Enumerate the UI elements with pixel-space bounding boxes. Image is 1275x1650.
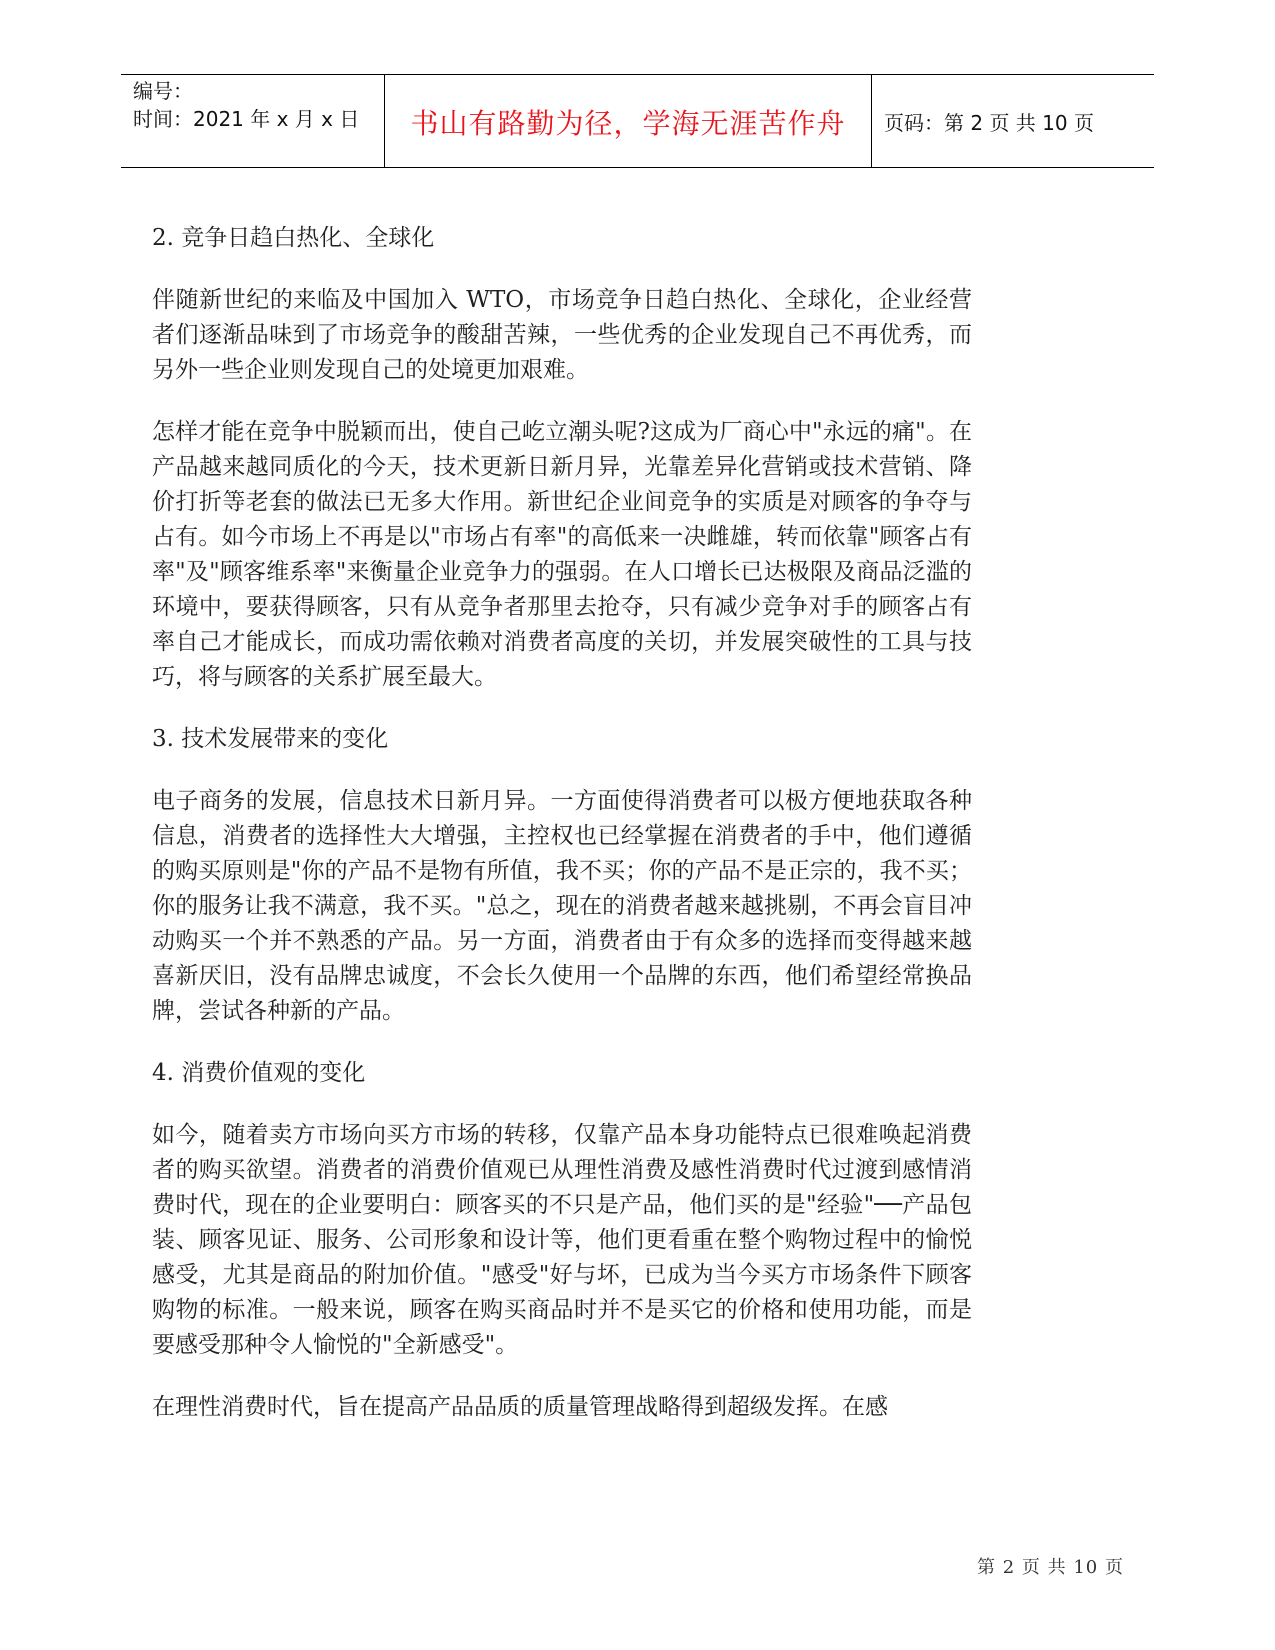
section-heading-2: 2. 竞争日趋白热化、全球化 — [152, 225, 435, 251]
paragraph-5: 在理性消费时代，旨在提高产品品质的质量管理战略得到超级发挥。在感 — [152, 1394, 888, 1420]
paragraph-3: 电子商务的发展，信息技术日新月异。一方面使得消费者可以极方便地获取各种信息，消费者的选择性大大增强，主控权也已经掌握在消费者的手中，他们遵循的购买原则是"你的产品不是物有所值，我不买；你的产品不是正宗的，我不买；你的服务让我不满意，我不买。"总之，现在的消费者越来越挑剔，不再会盲目冲动购买一个并不熟悉的产品。另一方面，消费者由于有众多的选择而变得越来越喜新厌旧，没有品牌忠诚度，不会长久使用一个品牌的东西，他们希望经常换品牌，尝试各种新的产品。 — [152, 788, 972, 1024]
header-meta — [121, 75, 385, 167]
paragraph-2: 怎样才能在竞争中脱颖而出，使自己屹立潮头呢?这成为厂商心中"永远的痛"。在产品越来越同质化的今天，技术更新日新月异，光靠差异化营销或技术营销、降价打折等老套的做法已无多大作用。新世纪企业间竞争的实质是对顾客的争夺与占有。如今市场上不再是以"市场占有率"的高低来一决雌雄，转而依靠"顾客占有率"及"顾客维系率"来衡量企业竞争力的强弱。在人口增长已达极限及商品泛滥的环境中，要获得顾客，只有从竞争者那里去抢夺，只有减少竞争对手的顾客占有率自己才能成长，而成功需依赖对消费者高度的关切，并发展突破性的工具与技巧，将与顾客的关系扩展至最大。 — [152, 419, 972, 690]
header-motto: 书山有路勤为径，学海无涯苦作舟 — [410, 107, 846, 140]
page-header — [121, 74, 1154, 168]
section-heading-3: 3. 技术发展带来的变化 — [152, 726, 389, 752]
document-date: 时间：2021 年 x 月 x 日 — [133, 107, 360, 131]
document-number-label: 编号： — [133, 79, 193, 103]
section-heading-4: 4. 消费价值观的变化 — [152, 1060, 366, 1086]
header-motto-cell — [385, 75, 872, 167]
paragraph-1: 伴随新世纪的来临及中国加入 WTO，市场竞争日趋白热化、全球化，企业经营者们逐渐品味到了市场竞争的酸甜苦辣，一些优秀的企业发现自己不再优秀，而另外一些企业则发现自己的处境更加艰难。 — [152, 287, 972, 383]
document-body — [152, 221, 972, 1452]
page-footer: 第 2 页 共 10 页 — [977, 1557, 1124, 1578]
header-page-info: 页码：第 2 页 共 10 页 — [884, 110, 1094, 135]
paragraph-4: 如今，随着卖方市场向买方市场的转移，仅靠产品本身功能特点已很难唤起消费者的购买欲望。消费者的消费价值观已从理性消费及感性消费时代过渡到感情消费时代，现在的企业要明白：顾客买的不只是产品，他们买的是"经验"──产品包装、顾客见证、服务、公司形象和设计等，他们更看重在整个购物过程中的愉悦感受，尤其是商品的附加价值。"感受"好与坏，已成为当今买方市场条件下顾客购物的标准。一般来说，顾客在购买商品时并不是买它的价格和使用功能，而是要感受那种令人愉悦的"全新感受"。 — [152, 1122, 972, 1358]
